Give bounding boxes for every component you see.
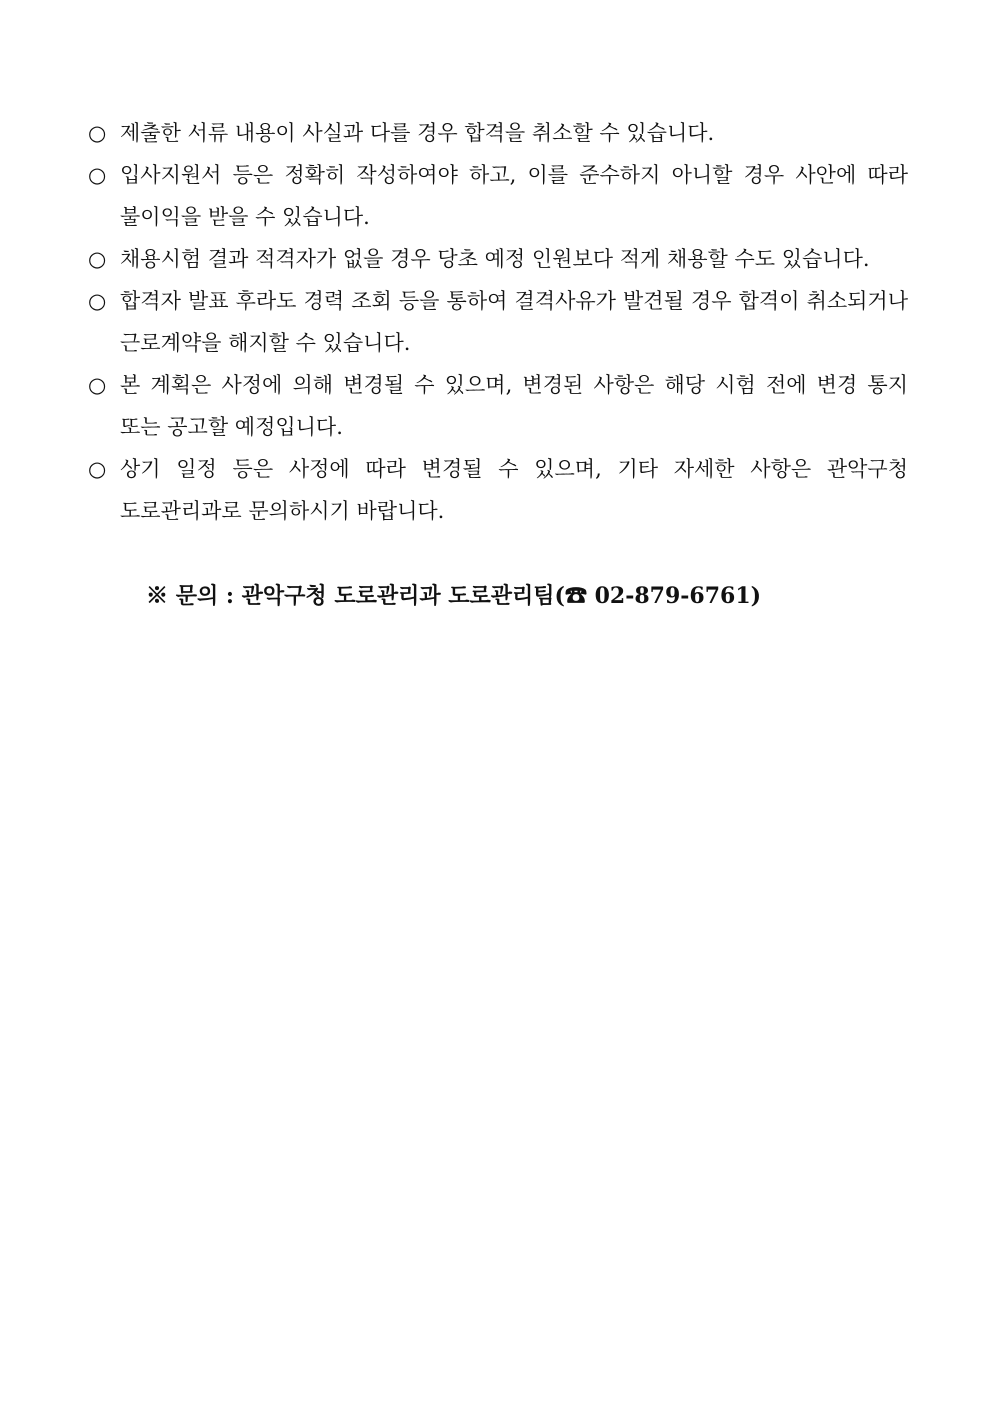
reference-mark: ※ bbox=[146, 583, 169, 609]
circle-bullet-icon: ○ bbox=[88, 163, 107, 187]
contact-label: 문의 bbox=[175, 583, 219, 609]
circle-bullet-icon: ○ bbox=[88, 121, 107, 145]
notice-text: 본 계획은 사정에 의해 변경될 수 있으며, 변경된 사항은 해당 시험 전에 변경 통지 또는 공고할 예정입니다. bbox=[120, 373, 908, 439]
circle-bullet-icon: ○ bbox=[88, 247, 107, 271]
notice-item bbox=[88, 364, 908, 448]
phone-icon: ☎ bbox=[564, 583, 587, 609]
notice-text: 채용시험 결과 적격자가 없을 경우 당초 예정 인원보다 적게 채용할 수도 있습니다. bbox=[120, 247, 870, 271]
contact-line bbox=[146, 576, 906, 616]
contact-separator: : bbox=[225, 583, 234, 609]
circle-bullet-icon: ○ bbox=[88, 289, 107, 313]
contact-phone: 02-879-6761 bbox=[594, 583, 751, 609]
notice-item bbox=[88, 154, 908, 238]
circle-bullet-icon: ○ bbox=[88, 373, 107, 397]
notice-text: 제출한 서류 내용이 사실과 다를 경우 합격을 취소할 수 있습니다. bbox=[120, 121, 715, 145]
notice-item bbox=[88, 238, 908, 280]
notice-item bbox=[88, 280, 908, 364]
notice-item bbox=[88, 112, 908, 154]
notice-list bbox=[88, 112, 908, 532]
contact-department: 관악구청 도로관리과 도로관리팀( bbox=[241, 583, 565, 609]
notice-item bbox=[88, 448, 908, 532]
notice-text: 입사지원서 등은 정확히 작성하여야 하고, 이를 준수하지 아니할 경우 사안에 따라 불이익을 받을 수 있습니다. bbox=[120, 163, 908, 229]
notice-text: 상기 일정 등은 사정에 따라 변경될 수 있으며, 기타 자세한 사항은 관악구청 도로관리과로 문의하시기 바랍니다. bbox=[120, 457, 908, 523]
circle-bullet-icon: ○ bbox=[88, 457, 107, 481]
contact-close-paren: ) bbox=[750, 583, 762, 609]
notice-text: 합격자 발표 후라도 경력 조회 등을 통하여 결격사유가 발견될 경우 합격이 취소되거나 근로계약을 해지할 수 있습니다. bbox=[120, 289, 908, 355]
